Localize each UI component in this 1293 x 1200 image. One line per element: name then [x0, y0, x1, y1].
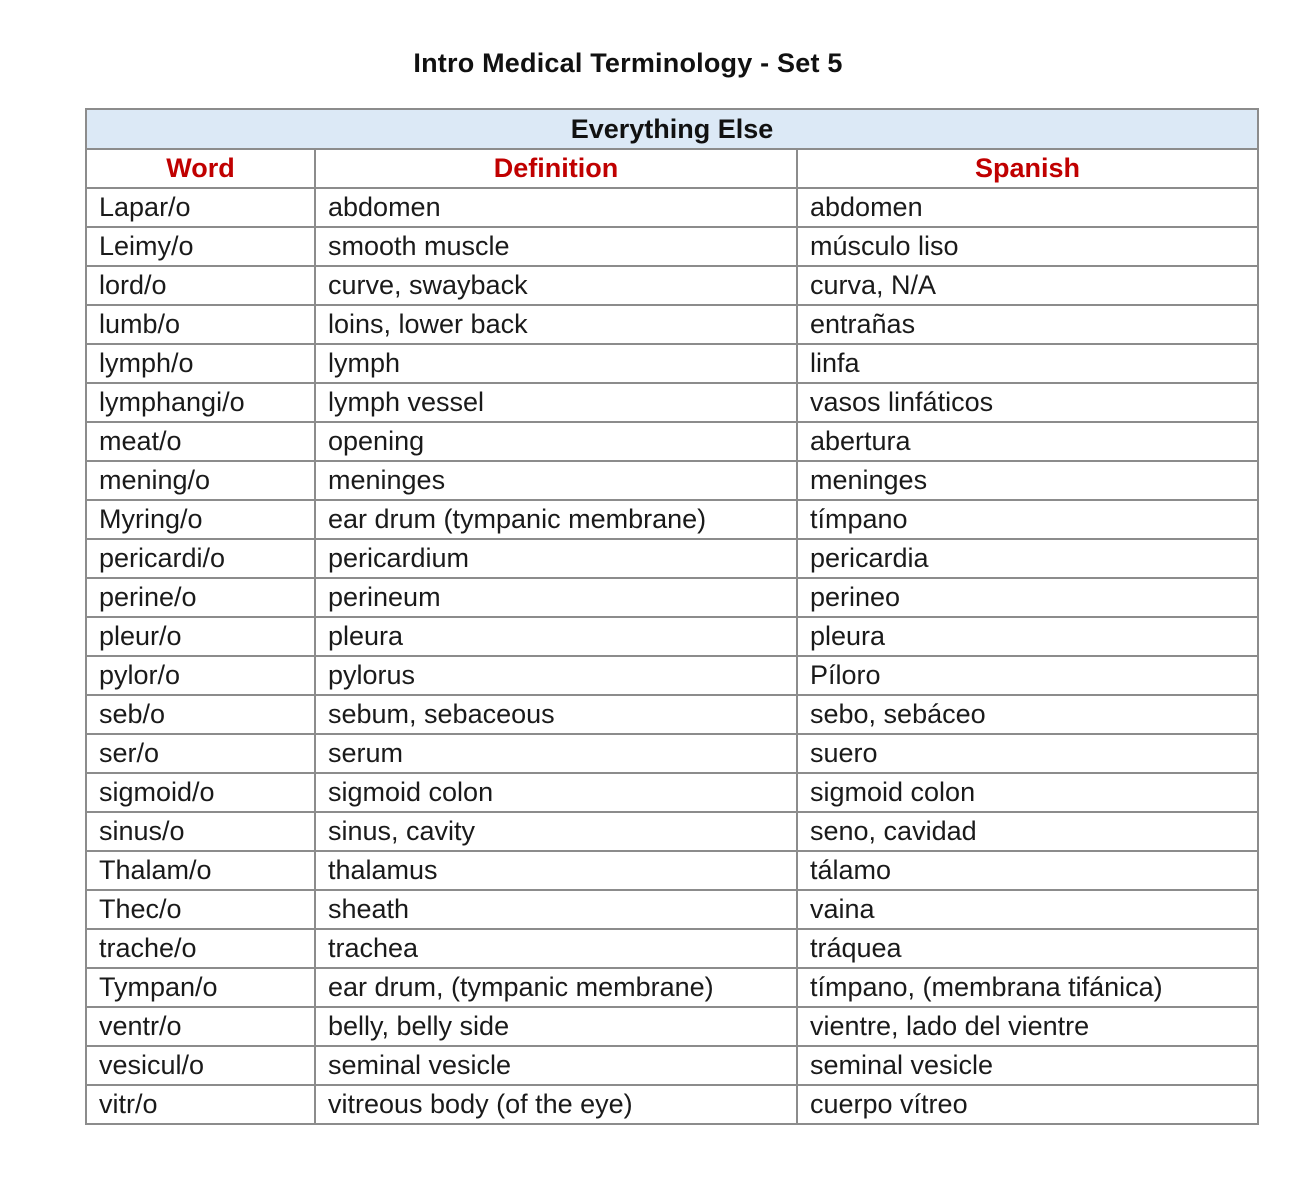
spanish-cell: pleura	[797, 617, 1258, 656]
table-row	[86, 578, 1258, 617]
spanish-cell: pericardia	[797, 539, 1258, 578]
table-row	[86, 1046, 1258, 1085]
spanish-cell: linfa	[797, 344, 1258, 383]
definition-cell: curve, swayback	[315, 266, 797, 305]
definition-cell: perineum	[315, 578, 797, 617]
word-cell: ventr/o	[86, 1007, 315, 1046]
table-row	[86, 968, 1258, 1007]
word-cell: lord/o	[86, 266, 315, 305]
word-cell: meat/o	[86, 422, 315, 461]
table-body	[86, 188, 1258, 1124]
definition-cell: ear drum, (tympanic membrane)	[315, 968, 797, 1007]
spanish-cell: entrañas	[797, 305, 1258, 344]
terminology-table	[85, 108, 1259, 1125]
spanish-cell: abdomen	[797, 188, 1258, 227]
word-cell: trache/o	[86, 929, 315, 968]
definition-cell: abdomen	[315, 188, 797, 227]
table-row	[86, 695, 1258, 734]
spanish-cell: vientre, lado del vientre	[797, 1007, 1258, 1046]
word-cell: pericardi/o	[86, 539, 315, 578]
word-cell: pylor/o	[86, 656, 315, 695]
word-cell: sigmoid/o	[86, 773, 315, 812]
table-row	[86, 617, 1258, 656]
word-cell: lymph/o	[86, 344, 315, 383]
definition-cell: pericardium	[315, 539, 797, 578]
table-row	[86, 851, 1258, 890]
table-row	[86, 1085, 1258, 1124]
table-row	[86, 344, 1258, 383]
word-cell: mening/o	[86, 461, 315, 500]
table-row	[86, 266, 1258, 305]
table-row	[86, 656, 1258, 695]
word-cell: Myring/o	[86, 500, 315, 539]
word-cell: seb/o	[86, 695, 315, 734]
table-row	[86, 539, 1258, 578]
spanish-cell: tímpano, (membrana tifánica)	[797, 968, 1258, 1007]
spanish-cell: Píloro	[797, 656, 1258, 695]
word-cell: pleur/o	[86, 617, 315, 656]
spanish-cell: perineo	[797, 578, 1258, 617]
spanish-cell: seno, cavidad	[797, 812, 1258, 851]
table-row	[86, 890, 1258, 929]
word-cell: lumb/o	[86, 305, 315, 344]
word-cell: Thalam/o	[86, 851, 315, 890]
definition-cell: pylorus	[315, 656, 797, 695]
definition-cell: thalamus	[315, 851, 797, 890]
definition-cell: trachea	[315, 929, 797, 968]
table-row	[86, 929, 1258, 968]
spanish-cell: vasos linfáticos	[797, 383, 1258, 422]
document-title: Intro Medical Terminology - Set 5	[413, 48, 843, 78]
definition-cell: lymph	[315, 344, 797, 383]
table-row	[86, 500, 1258, 539]
word-cell: lymphangi/o	[86, 383, 315, 422]
spanish-cell: tálamo	[797, 851, 1258, 890]
definition-cell: sinus, cavity	[315, 812, 797, 851]
spanish-cell: músculo liso	[797, 227, 1258, 266]
word-cell: sinus/o	[86, 812, 315, 851]
spanish-cell: tímpano	[797, 500, 1258, 539]
word-cell: Leimy/o	[86, 227, 315, 266]
table-row	[86, 227, 1258, 266]
spanish-cell: seminal vesicle	[797, 1046, 1258, 1085]
spanish-cell: tráquea	[797, 929, 1258, 968]
definition-cell: ear drum (tympanic membrane)	[315, 500, 797, 539]
definition-cell: serum	[315, 734, 797, 773]
spanish-cell: sebo, sebáceo	[797, 695, 1258, 734]
table-row	[86, 734, 1258, 773]
spanish-cell: cuerpo vítreo	[797, 1085, 1258, 1124]
definition-cell: sebum, sebaceous	[315, 695, 797, 734]
definition-cell: meninges	[315, 461, 797, 500]
table-row	[86, 812, 1258, 851]
definition-cell: vitreous body (of the eye)	[315, 1085, 797, 1124]
definition-cell: belly, belly side	[315, 1007, 797, 1046]
word-cell: vesicul/o	[86, 1046, 315, 1085]
definition-cell: sheath	[315, 890, 797, 929]
table-row	[86, 305, 1258, 344]
table-row	[86, 1007, 1258, 1046]
column-header-row	[86, 149, 1258, 188]
spanish-cell: sigmoid colon	[797, 773, 1258, 812]
word-cell: ser/o	[86, 734, 315, 773]
section-header-row	[86, 109, 1258, 149]
column-header-definition: Definition	[315, 149, 797, 188]
definition-cell: pleura	[315, 617, 797, 656]
table-row	[86, 383, 1258, 422]
column-header-spanish: Spanish	[797, 149, 1258, 188]
definition-cell: loins, lower back	[315, 305, 797, 344]
spanish-cell: vaina	[797, 890, 1258, 929]
section-title: Everything Else	[86, 109, 1258, 149]
word-cell: Thec/o	[86, 890, 315, 929]
table-row	[86, 422, 1258, 461]
definition-cell: seminal vesicle	[315, 1046, 797, 1085]
table-row	[86, 773, 1258, 812]
definition-cell: lymph vessel	[315, 383, 797, 422]
word-cell: Tympan/o	[86, 968, 315, 1007]
definition-cell: smooth muscle	[315, 227, 797, 266]
word-cell: perine/o	[86, 578, 315, 617]
table-row	[86, 188, 1258, 227]
spanish-cell: abertura	[797, 422, 1258, 461]
table-row	[86, 461, 1258, 500]
spanish-cell: curva, N/A	[797, 266, 1258, 305]
spanish-cell: meninges	[797, 461, 1258, 500]
column-header-word: Word	[86, 149, 315, 188]
spanish-cell: suero	[797, 734, 1258, 773]
definition-cell: opening	[315, 422, 797, 461]
word-cell: Lapar/o	[86, 188, 315, 227]
definition-cell: sigmoid colon	[315, 773, 797, 812]
word-cell: vitr/o	[86, 1085, 315, 1124]
